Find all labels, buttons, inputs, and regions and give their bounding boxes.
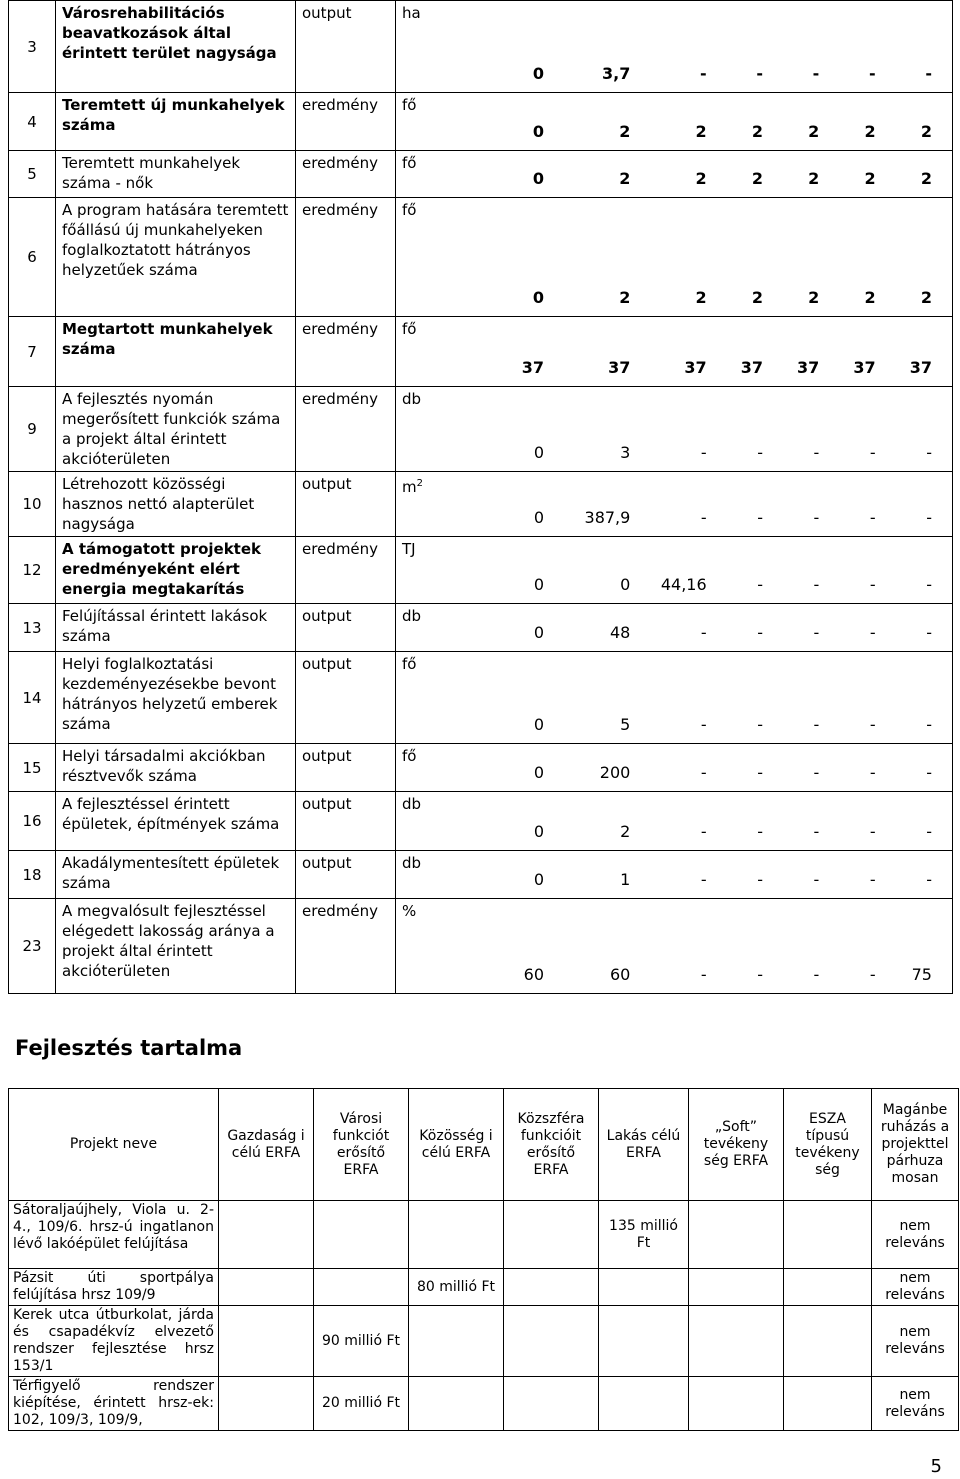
indicator-value: - [700, 508, 707, 527]
indicator-values-cell [396, 151, 953, 198]
indicator-value: - [757, 763, 763, 782]
indicator-name: Helyi foglalkoztatási kezdeményezésekbe bevont hátrányos helyzetű emberek száma [56, 652, 296, 744]
indicator-number: 10 [9, 472, 56, 537]
dev-cell-c7 [784, 1306, 872, 1377]
indicator-values-cell [396, 652, 953, 744]
indicator-value: 0 [533, 575, 544, 594]
dev-cell-c3 [409, 1306, 504, 1377]
indicator-number: 3 [9, 1, 56, 93]
indicator-value: - [700, 715, 707, 734]
indicator-unit-text: fő [402, 747, 417, 765]
indicator-value: - [757, 715, 763, 734]
indicator-table [8, 0, 953, 994]
indicator-values [514, 64, 932, 84]
indicator-type: output [296, 652, 396, 744]
indicator-unit [402, 539, 416, 559]
indicator-values [514, 715, 932, 735]
indicator-row [9, 472, 953, 537]
indicator-value: 48 [609, 623, 631, 642]
indicator-type: eredmény [296, 537, 396, 604]
indicator-value: - [869, 715, 876, 734]
dev-cell-c5 [599, 1306, 689, 1377]
indicator-values [514, 508, 932, 528]
indicator-values-cell [396, 851, 953, 899]
indicator-type: output [296, 604, 396, 652]
indicator-value: 2 [808, 288, 820, 307]
indicator-name: Létrehozott közösségi hasznos nettó alapterület nagysága [56, 472, 296, 537]
indicator-value: 37 [684, 358, 707, 377]
header-soft: „Soft” tevékeny ség ERFA [689, 1089, 784, 1201]
indicator-values [514, 575, 932, 595]
indicator-value: - [813, 715, 820, 734]
indicator-value: 2 [751, 122, 763, 141]
indicator-value: - [869, 763, 876, 782]
indicator-name: Teremtett új munkahelyek száma [56, 93, 296, 151]
indicator-value: - [757, 870, 763, 889]
indicator-type: eredmény [296, 899, 396, 994]
indicator-value: - [812, 64, 820, 83]
indicator-value: 0 [533, 623, 544, 642]
indicator-value: 2 [864, 288, 876, 307]
dev-cell-c4 [504, 1201, 599, 1269]
dev-cell-c8: nem releváns [872, 1201, 959, 1269]
dev-row [9, 1201, 959, 1269]
indicator-number: 15 [9, 744, 56, 792]
indicator-values [514, 822, 932, 842]
indicator-value: 2 [864, 122, 876, 141]
indicator-value: 2 [620, 822, 631, 841]
indicator-value: 0 [532, 122, 544, 141]
indicator-value: 200 [599, 763, 631, 782]
indicator-value: 0 [532, 64, 544, 83]
indicator-value: - [926, 623, 932, 642]
dev-row [9, 1306, 959, 1377]
indicator-value: - [926, 715, 932, 734]
indicator-value: - [813, 965, 820, 984]
indicator-value: 0 [533, 763, 544, 782]
indicator-row [9, 317, 953, 387]
indicator-value: - [926, 870, 932, 889]
indicator-name: Helyi társadalmi akciókban résztvevők száma [56, 744, 296, 792]
indicator-type: eredmény [296, 317, 396, 387]
indicator-row [9, 1, 953, 93]
indicator-value: - [813, 623, 820, 642]
indicator-value: 2 [619, 288, 631, 307]
indicator-name: A fejlesztés nyomán megerősített funkciók száma a projekt által érintett akcióterületen [56, 387, 296, 472]
indicator-unit-text: m [402, 478, 417, 496]
indicator-type: output [296, 792, 396, 851]
indicator-type: eredmény [296, 93, 396, 151]
indicator-number: 5 [9, 151, 56, 198]
indicator-name: A támogatott projektek eredményeként elért energia megtakarítás [56, 537, 296, 604]
indicator-value: 2 [920, 169, 932, 188]
dev-cell-c7 [784, 1201, 872, 1269]
indicator-value: 0 [533, 822, 544, 841]
indicator-number: 12 [9, 537, 56, 604]
indicator-values [514, 965, 932, 985]
indicator-value: - [926, 443, 932, 462]
indicator-value: - [926, 822, 932, 841]
indicator-unit [402, 3, 421, 23]
dev-row [9, 1377, 959, 1431]
indicator-value: - [700, 623, 707, 642]
dev-cell-c3 [409, 1377, 504, 1431]
indicator-number: 9 [9, 387, 56, 472]
indicator-value: 44,16 [660, 575, 707, 594]
indicator-value: 37 [797, 358, 820, 377]
header-gazdasagi: Gazdaság i célú ERFA [219, 1089, 314, 1201]
indicator-value: 37 [909, 358, 932, 377]
indicator-number: 4 [9, 93, 56, 151]
indicator-name: Városrehabilitációs beavatkozások által érintett terület nagysága [56, 1, 296, 93]
indicator-unit [402, 153, 416, 173]
indicator-value: - [926, 508, 932, 527]
indicator-number: 6 [9, 198, 56, 317]
indicator-type: output [296, 472, 396, 537]
indicator-values-cell [396, 93, 953, 151]
indicator-type: eredmény [296, 151, 396, 198]
indicator-values [514, 169, 932, 189]
indicator-number: 14 [9, 652, 56, 744]
indicator-unit [402, 474, 423, 497]
indicator-values-cell [396, 1, 953, 93]
indicator-value: 60 [523, 965, 544, 984]
indicator-row [9, 744, 953, 792]
indicator-value: 2 [920, 122, 932, 141]
indicator-value: 2 [695, 122, 707, 141]
dev-cell-c4 [504, 1377, 599, 1431]
dev-cell-c2 [314, 1269, 409, 1306]
dev-cell-c4 [504, 1306, 599, 1377]
dev-project-name: Pázsit úti sportpálya felújítása hrsz 109/9 [9, 1269, 219, 1306]
indicator-value: 3 [620, 443, 631, 462]
dev-cell-c1 [219, 1201, 314, 1269]
development-table [8, 1088, 959, 1431]
indicator-row [9, 851, 953, 899]
indicator-values [514, 870, 932, 890]
header-kozossegi: Közösség i célú ERFA [409, 1089, 504, 1201]
indicator-unit [402, 794, 421, 814]
dev-cell-c5: 135 millió Ft [599, 1201, 689, 1269]
header-kozszfera: Közszféra funkcióit erősítő ERFA [504, 1089, 599, 1201]
indicator-unit [402, 319, 416, 339]
indicator-value: 0 [533, 443, 544, 462]
indicator-unit-text: fő [402, 201, 417, 219]
header-maganberuhazas: Magánbe ruházás a projekttel párhuza mosan [872, 1089, 959, 1201]
indicator-value: - [700, 822, 707, 841]
indicator-value: - [757, 965, 763, 984]
indicator-value: - [757, 623, 763, 642]
indicator-value: - [700, 443, 707, 462]
indicator-value: - [700, 965, 707, 984]
indicator-value: - [926, 763, 932, 782]
indicator-unit-text: fő [402, 96, 417, 114]
indicator-value: 0 [620, 575, 631, 594]
indicator-type: output [296, 851, 396, 899]
indicator-unit-text: fő [402, 154, 417, 172]
indicator-unit [402, 389, 421, 409]
dev-cell-c7 [784, 1269, 872, 1306]
indicator-type: output [296, 1, 396, 93]
indicator-value: - [757, 822, 763, 841]
indicator-unit-text: TJ [402, 540, 416, 558]
indicator-unit-text: db [402, 390, 422, 408]
dev-cell-c6 [689, 1306, 784, 1377]
indicator-unit-text: ha [402, 4, 421, 22]
indicator-unit-text: db [402, 795, 422, 813]
indicator-row [9, 387, 953, 472]
indicator-values-cell [396, 198, 953, 317]
indicator-value: 387,9 [584, 508, 631, 527]
indicator-values [514, 122, 932, 142]
indicator-unit [402, 746, 416, 766]
dev-cell-c3: 80 millió Ft [409, 1269, 504, 1306]
indicator-value: - [869, 443, 876, 462]
indicator-value: - [757, 508, 763, 527]
dev-project-name: Kerek utca útburkolat, járda és csapadékvíz elvezető rendszer fejlesztése hrsz 153/1 [9, 1306, 219, 1377]
indicator-value: 2 [751, 169, 763, 188]
dev-cell-c5 [599, 1269, 689, 1306]
indicator-value: 0 [532, 288, 544, 307]
dev-row [9, 1269, 959, 1306]
indicator-value: 2 [808, 122, 820, 141]
indicator-values-cell [396, 387, 953, 472]
indicator-values-cell [396, 792, 953, 851]
indicator-unit-superscript: 2 [416, 478, 423, 489]
dev-project-name: Sátoraljaújhely, Viola u. 2-4., 109/6. hrsz-ú ingatlanon lévő lakóépület felújítása [9, 1201, 219, 1269]
indicator-name: A program hatására teremtett főállású új munkahelyeken foglalkoztatott hátrányos helyzetűek száma [56, 198, 296, 317]
indicator-value: - [700, 763, 707, 782]
indicator-value: - [700, 870, 707, 889]
indicator-value: 37 [853, 358, 876, 377]
dev-cell-c5 [599, 1377, 689, 1431]
dev-cell-c1 [219, 1269, 314, 1306]
indicator-value: 2 [619, 122, 631, 141]
indicator-values-cell [396, 604, 953, 652]
indicator-unit [402, 95, 416, 115]
indicator-value: 2 [619, 169, 631, 188]
indicator-row [9, 652, 953, 744]
dev-cell-c2: 20 millió Ft [314, 1377, 409, 1431]
indicator-value: - [757, 443, 763, 462]
indicator-value: 0 [533, 870, 544, 889]
indicator-value: - [869, 508, 876, 527]
indicator-value: - [700, 64, 707, 83]
indicator-type: output [296, 744, 396, 792]
indicator-value: 37 [521, 358, 544, 377]
dev-cell-c8: nem releváns [872, 1377, 959, 1431]
indicator-values [514, 763, 932, 783]
indicator-value: 37 [608, 358, 631, 377]
indicator-values-cell [396, 744, 953, 792]
indicator-value: 60 [609, 965, 631, 984]
indicator-unit-text: db [402, 854, 422, 872]
indicator-values [514, 288, 932, 308]
indicator-value: - [813, 508, 820, 527]
indicator-value: - [813, 575, 820, 594]
section-title: Fejlesztés tartalma [15, 1036, 243, 1060]
indicator-value: - [869, 64, 876, 83]
indicator-number: 23 [9, 899, 56, 994]
indicator-values-cell [396, 317, 953, 387]
indicator-value: - [813, 822, 820, 841]
indicator-row [9, 537, 953, 604]
indicator-number: 13 [9, 604, 56, 652]
indicator-value: - [869, 623, 876, 642]
indicator-values [514, 443, 932, 463]
indicator-value: 2 [920, 288, 932, 307]
indicator-value: 3,7 [601, 64, 631, 83]
header-project: Projekt neve [9, 1089, 219, 1201]
indicator-value: - [869, 870, 876, 889]
dev-cell-c8: nem releváns [872, 1306, 959, 1377]
indicator-values-cell [396, 472, 953, 537]
dev-cell-c2: 90 millió Ft [314, 1306, 409, 1377]
header-lakas: Lakás célú ERFA [599, 1089, 689, 1201]
indicator-value: 2 [695, 288, 707, 307]
indicator-value: 0 [533, 715, 544, 734]
indicator-row [9, 899, 953, 994]
indicator-name: Teremtett munkahelyek száma - nők [56, 151, 296, 198]
indicator-row [9, 792, 953, 851]
indicator-value: - [813, 443, 820, 462]
dev-cell-c2 [314, 1201, 409, 1269]
indicator-value: 5 [620, 715, 631, 734]
indicator-value: - [869, 965, 876, 984]
indicator-value: - [757, 575, 763, 594]
indicator-unit [402, 654, 416, 674]
indicator-value: - [813, 870, 820, 889]
indicator-values [514, 358, 932, 378]
indicator-name: Akadálymentesített épületek száma [56, 851, 296, 899]
indicator-value: - [813, 763, 820, 782]
indicator-value: - [869, 575, 876, 594]
indicator-unit-text: fő [402, 320, 417, 338]
dev-cell-c4 [504, 1269, 599, 1306]
header-varosi: Városi funkciót erősítő ERFA [314, 1089, 409, 1201]
indicator-value: 0 [532, 169, 544, 188]
dev-cell-c8: nem releváns [872, 1269, 959, 1306]
indicator-value: 2 [808, 169, 820, 188]
indicator-value: 37 [740, 358, 763, 377]
indicator-values [514, 623, 932, 643]
indicator-value: - [869, 822, 876, 841]
indicator-value: 75 [911, 965, 932, 984]
dev-header-row [9, 1089, 959, 1201]
dev-cell-c1 [219, 1377, 314, 1431]
dev-project-name: Térfigyelő rendszer kiépítése, érintett hrsz-ek: 102, 109/3, 109/9, [9, 1377, 219, 1431]
indicator-unit [402, 200, 416, 220]
dev-cell-c7 [784, 1377, 872, 1431]
dev-cell-c1 [219, 1306, 314, 1377]
indicator-value: 1 [620, 870, 631, 889]
indicator-type: eredmény [296, 387, 396, 472]
header-esza: ESZA típusú tevékeny ség [784, 1089, 872, 1201]
indicator-value: 2 [695, 169, 707, 188]
indicator-name: Megtartott munkahelyek száma [56, 317, 296, 387]
indicator-unit-text: fő [402, 655, 417, 673]
indicator-type: eredmény [296, 198, 396, 317]
indicator-value: 0 [533, 508, 544, 527]
indicator-name: Felújítással érintett lakások száma [56, 604, 296, 652]
indicator-value: 2 [751, 288, 763, 307]
indicator-unit [402, 901, 416, 921]
indicator-number: 7 [9, 317, 56, 387]
indicator-name: A megvalósult fejlesztéssel elégedett lakosság aránya a projekt által érintett akcióterületen [56, 899, 296, 994]
indicator-values-cell [396, 537, 953, 604]
dev-cell-c6 [689, 1201, 784, 1269]
indicator-row [9, 93, 953, 151]
dev-cell-c3 [409, 1201, 504, 1269]
page-number: 5 [930, 1456, 942, 1477]
indicator-value: - [756, 64, 763, 83]
indicator-number: 18 [9, 851, 56, 899]
indicator-unit-text: db [402, 607, 422, 625]
dev-cell-c6 [689, 1269, 784, 1306]
indicator-values-cell [396, 899, 953, 994]
indicator-row [9, 198, 953, 317]
indicator-value: 2 [864, 169, 876, 188]
indicator-unit [402, 606, 421, 626]
indicator-row [9, 604, 953, 652]
indicator-row [9, 151, 953, 198]
indicator-number: 16 [9, 792, 56, 851]
indicator-value: - [925, 64, 932, 83]
indicator-value: - [926, 575, 932, 594]
indicator-name: A fejlesztéssel érintett épületek, építmények száma [56, 792, 296, 851]
dev-cell-c6 [689, 1377, 784, 1431]
indicator-unit-text: % [402, 902, 417, 920]
indicator-unit [402, 853, 421, 873]
